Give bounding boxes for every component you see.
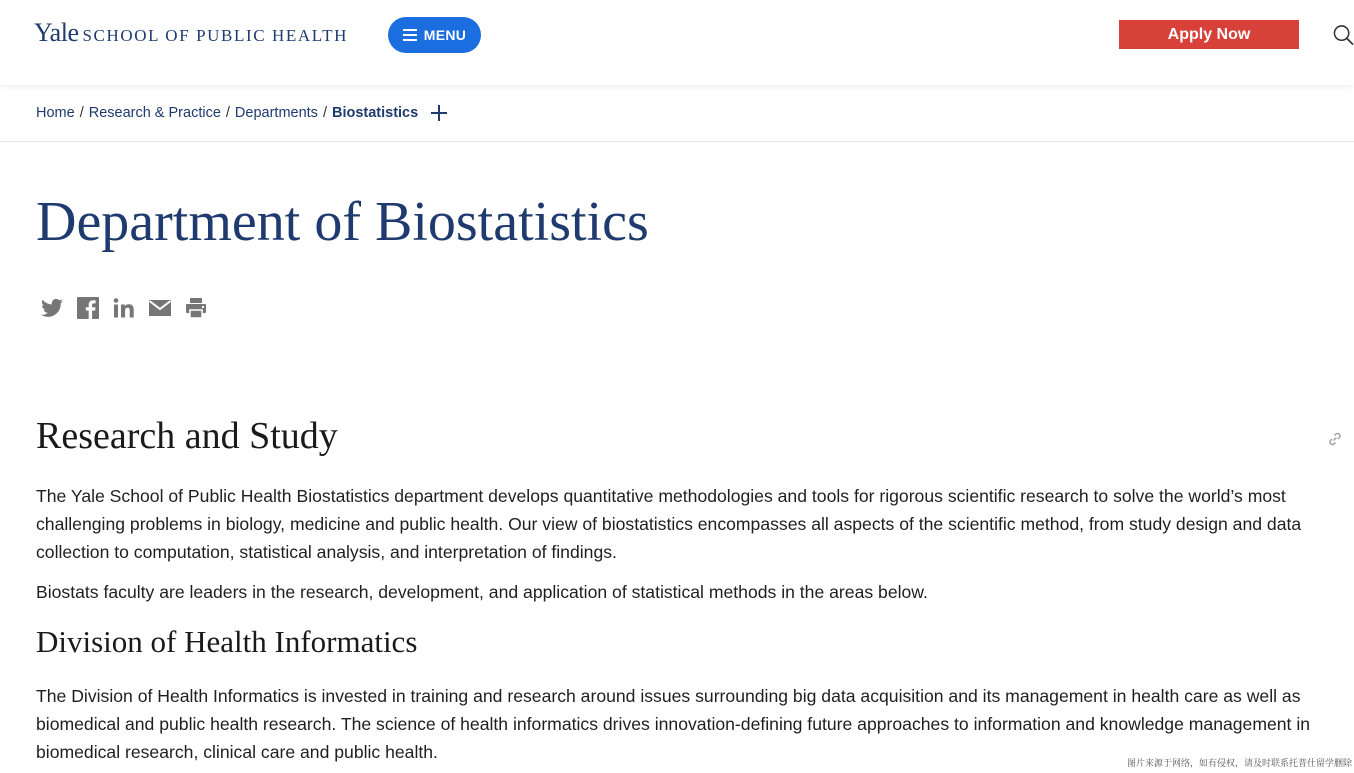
share-toolbar [40, 296, 208, 320]
research-heading: Research and Study [36, 415, 338, 457]
menu-button[interactable] [388, 17, 481, 53]
logo-yale: Yale [34, 18, 79, 47]
breadcrumb-research-practice[interactable]: Research & Practice [88, 105, 221, 121]
facebook-icon[interactable] [76, 296, 100, 320]
twitter-icon[interactable] [40, 296, 64, 320]
logo-school: SCHOOL OF PUBLIC HEALTH [82, 26, 349, 45]
research-paragraph-2: Biostats faculty are leaders in the research, development, and application of statistical methods in the areas below. [36, 582, 928, 602]
breadcrumb-current: Biostatistics [331, 105, 419, 121]
research-paragraph-1: The Yale School of Public Health Biostatistics department develops quantitative methodologies and tools for rigorous scientific research to solve the world’s most challenging problems in biology, medicine and public health. Our view of biostatistics encompasses all aspects of the scientific method, from study design and data collection to computation, statistical analysis, and interpretation of findings. [36, 486, 1302, 562]
search-icon[interactable] [1333, 24, 1354, 46]
division-paragraph: The Division of Health Informatics is invested in training and research around issues surrounding big data acquisition and its management in health care as well as biomedical and public health research. The science of health informatics drives innovation-defining future approaches to information and knowledge management in biomedical research, clinical care and public health. [36, 686, 1311, 762]
site-header [0, 0, 1354, 85]
print-icon[interactable] [184, 296, 208, 320]
header-divider [0, 141, 1354, 142]
breadcrumb-separator: / [79, 105, 84, 121]
breadcrumb [36, 101, 448, 125]
hamburger-icon [403, 29, 417, 41]
menu-label: MENU [423, 27, 467, 43]
site-logo[interactable] [34, 18, 348, 48]
apply-now-button[interactable]: Apply Now [1119, 20, 1299, 49]
breadcrumb-departments[interactable]: Departments [234, 105, 318, 121]
watermark: 图片来源于网络，如有侵权，请及时联系托普仕留学删除 [1126, 758, 1352, 768]
breadcrumb-separator: / [225, 105, 230, 121]
plus-icon[interactable] [430, 104, 448, 122]
link-icon[interactable] [1327, 431, 1343, 447]
linkedin-icon[interactable] [112, 296, 136, 320]
email-icon[interactable] [148, 296, 172, 320]
division-heading: Division of Health Informatics [36, 624, 418, 659]
breadcrumb-separator: / [322, 105, 327, 121]
breadcrumb-home[interactable]: Home [36, 105, 75, 121]
page-title: Department of Biostatistics [36, 191, 649, 253]
